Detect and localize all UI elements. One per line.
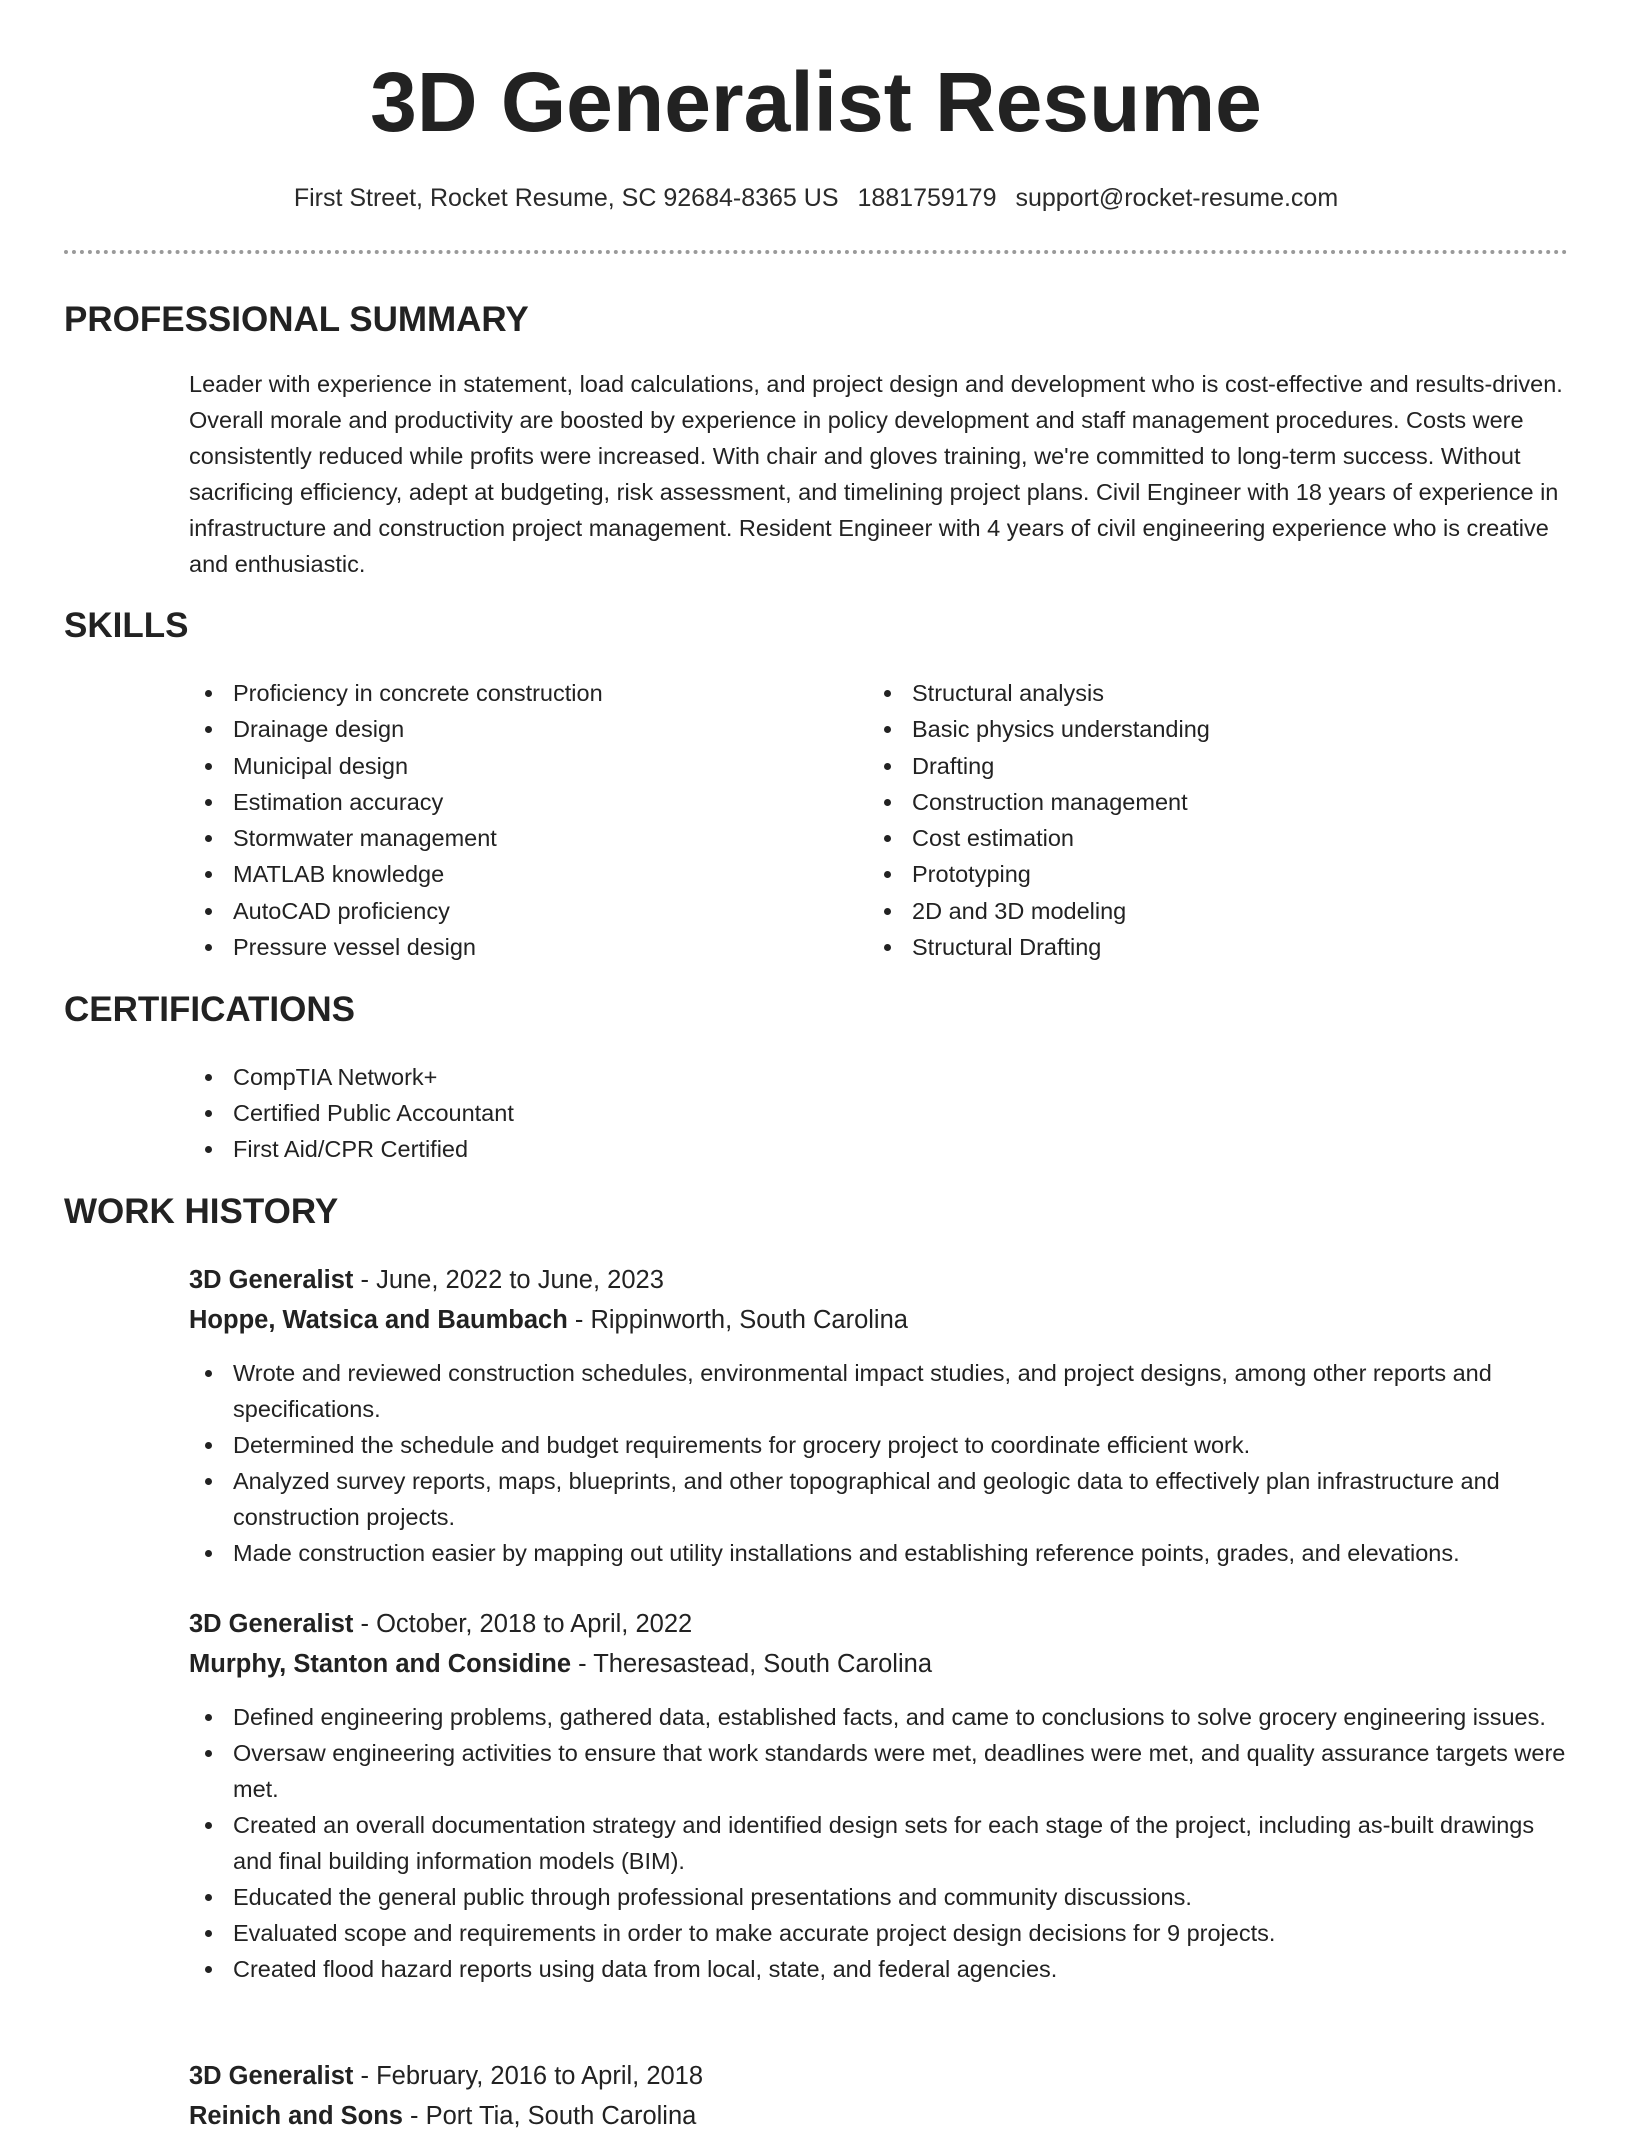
skills-heading: SKILLS: [64, 606, 189, 645]
job-bullet: Created an overall documentation strategy and identified design sets for each stage of the project, including as-built drawings and final building information models (BIM).: [189, 1807, 1569, 1879]
skill-item: Proficiency in concrete construction: [189, 675, 829, 711]
job-dates: - February, 2016 to April, 2018: [353, 2062, 704, 2090]
job-location: - Theresastead, South Carolina: [571, 1650, 932, 1678]
job-title-line: [189, 2058, 703, 2094]
contact-phone: 1881759179: [857, 184, 997, 212]
skill-item: Construction management: [868, 784, 1508, 820]
job-dates: - June, 2022 to June, 2023: [353, 1266, 664, 1294]
skill-item: Structural analysis: [868, 675, 1508, 711]
job-bullets: [189, 1699, 1569, 1987]
job-bullet: Educated the general public through professional presentations and community discussions.: [189, 1879, 1569, 1915]
job-bullet: Analyzed survey reports, maps, blueprints, and other topographical and geologic data to effectively plan infrastructure and construction projects.: [189, 1463, 1569, 1535]
job-bullet: Created flood hazard reports using data from local, state, and federal agencies.: [189, 1951, 1569, 1987]
summary-heading: PROFESSIONAL SUMMARY: [64, 300, 529, 339]
skill-item: Prototyping: [868, 856, 1508, 892]
job-title-line: [189, 1262, 664, 1298]
certifications-heading: CERTIFICATIONS: [64, 990, 356, 1029]
certification-item: First Aid/CPR Certified: [189, 1131, 989, 1167]
skill-item: Stormwater management: [189, 820, 829, 856]
contact-email: support@rocket-resume.com: [1015, 184, 1339, 212]
work-history-heading: WORK HISTORY: [64, 1192, 339, 1231]
job-bullets: [189, 1355, 1569, 1571]
job-bullet: Made construction easier by mapping out utility installations and establishing reference points, grades, and elevations.: [189, 1535, 1569, 1571]
skills-list-left: [189, 675, 829, 965]
job-company: Reinich and Sons: [189, 2102, 403, 2130]
skill-item: Drafting: [868, 748, 1508, 784]
job-bullet: Wrote and reviewed construction schedules, environmental impact studies, and project designs, among other reports and specifications.: [189, 1355, 1569, 1427]
skill-item: Estimation accuracy: [189, 784, 829, 820]
job-company: Murphy, Stanton and Considine: [189, 1650, 572, 1678]
certification-item: Certified Public Accountant: [189, 1095, 989, 1131]
job-company-line: [189, 1302, 908, 1338]
certification-item: CompTIA Network+: [189, 1059, 989, 1095]
job-location: - Port Tia, South Carolina: [402, 2102, 697, 2130]
skill-item: Cost estimation: [868, 820, 1508, 856]
job-title: 3D Generalist: [189, 1610, 354, 1638]
skill-item: AutoCAD proficiency: [189, 893, 829, 929]
job-dates: - October, 2018 to April, 2022: [353, 1610, 693, 1638]
header-divider: [64, 250, 1568, 254]
job-bullet: Determined the schedule and budget requirements for grocery project to coordinate efficient work.: [189, 1427, 1569, 1463]
job-title: 3D Generalist: [189, 1266, 354, 1294]
job-title-line: [189, 1606, 692, 1642]
skill-item: Drainage design: [189, 711, 829, 747]
contact-line: [0, 180, 1632, 216]
resume-title: 3D Generalist Resume: [370, 55, 1262, 149]
certifications-list: [189, 1059, 989, 1167]
job-company-line: [189, 2098, 696, 2134]
job-bullet: Oversaw engineering activities to ensure that work standards were met, deadlines were met, and quality assurance targets were met.: [189, 1735, 1569, 1807]
skill-item: MATLAB knowledge: [189, 856, 829, 892]
summary-text: Leader with experience in statement, load calculations, and project design and development who is cost-effective and results-driven. Overall morale and productivity are boosted by experience in policy development and staff management procedures. Costs were consistently reduced while profits were increased. With chair and gloves training, we're committed to long-term success. Without sacrificing efficiency, adept at budgeting, risk assessment, and timelining project plans. Civil Engineer with 18 years of experience in infrastructure and construction project management. Resident Engineer with 4 years of civil engineering experience who is creative and enthusiastic.: [189, 371, 1563, 577]
skill-item: Basic physics understanding: [868, 711, 1508, 747]
skill-item: Structural Drafting: [868, 929, 1508, 965]
skill-item: Municipal design: [189, 748, 829, 784]
contact-address: First Street, Rocket Resume, SC 92684-8365 US: [293, 184, 839, 212]
skill-item: Pressure vessel design: [189, 929, 829, 965]
skills-list-right: [868, 675, 1508, 965]
job-company-line: [189, 1646, 932, 1682]
skill-item: 2D and 3D modeling: [868, 893, 1508, 929]
job-bullet: Defined engineering problems, gathered data, established facts, and came to conclusions to solve grocery engineering issues.: [189, 1699, 1569, 1735]
job-title: 3D Generalist: [189, 2062, 354, 2090]
job-location: - Rippinworth, South Carolina: [567, 1306, 908, 1334]
job-company: Hoppe, Watsica and Baumbach: [189, 1306, 568, 1334]
job-bullet: Evaluated scope and requirements in order to make accurate project design decisions for 9 projects.: [189, 1915, 1569, 1951]
